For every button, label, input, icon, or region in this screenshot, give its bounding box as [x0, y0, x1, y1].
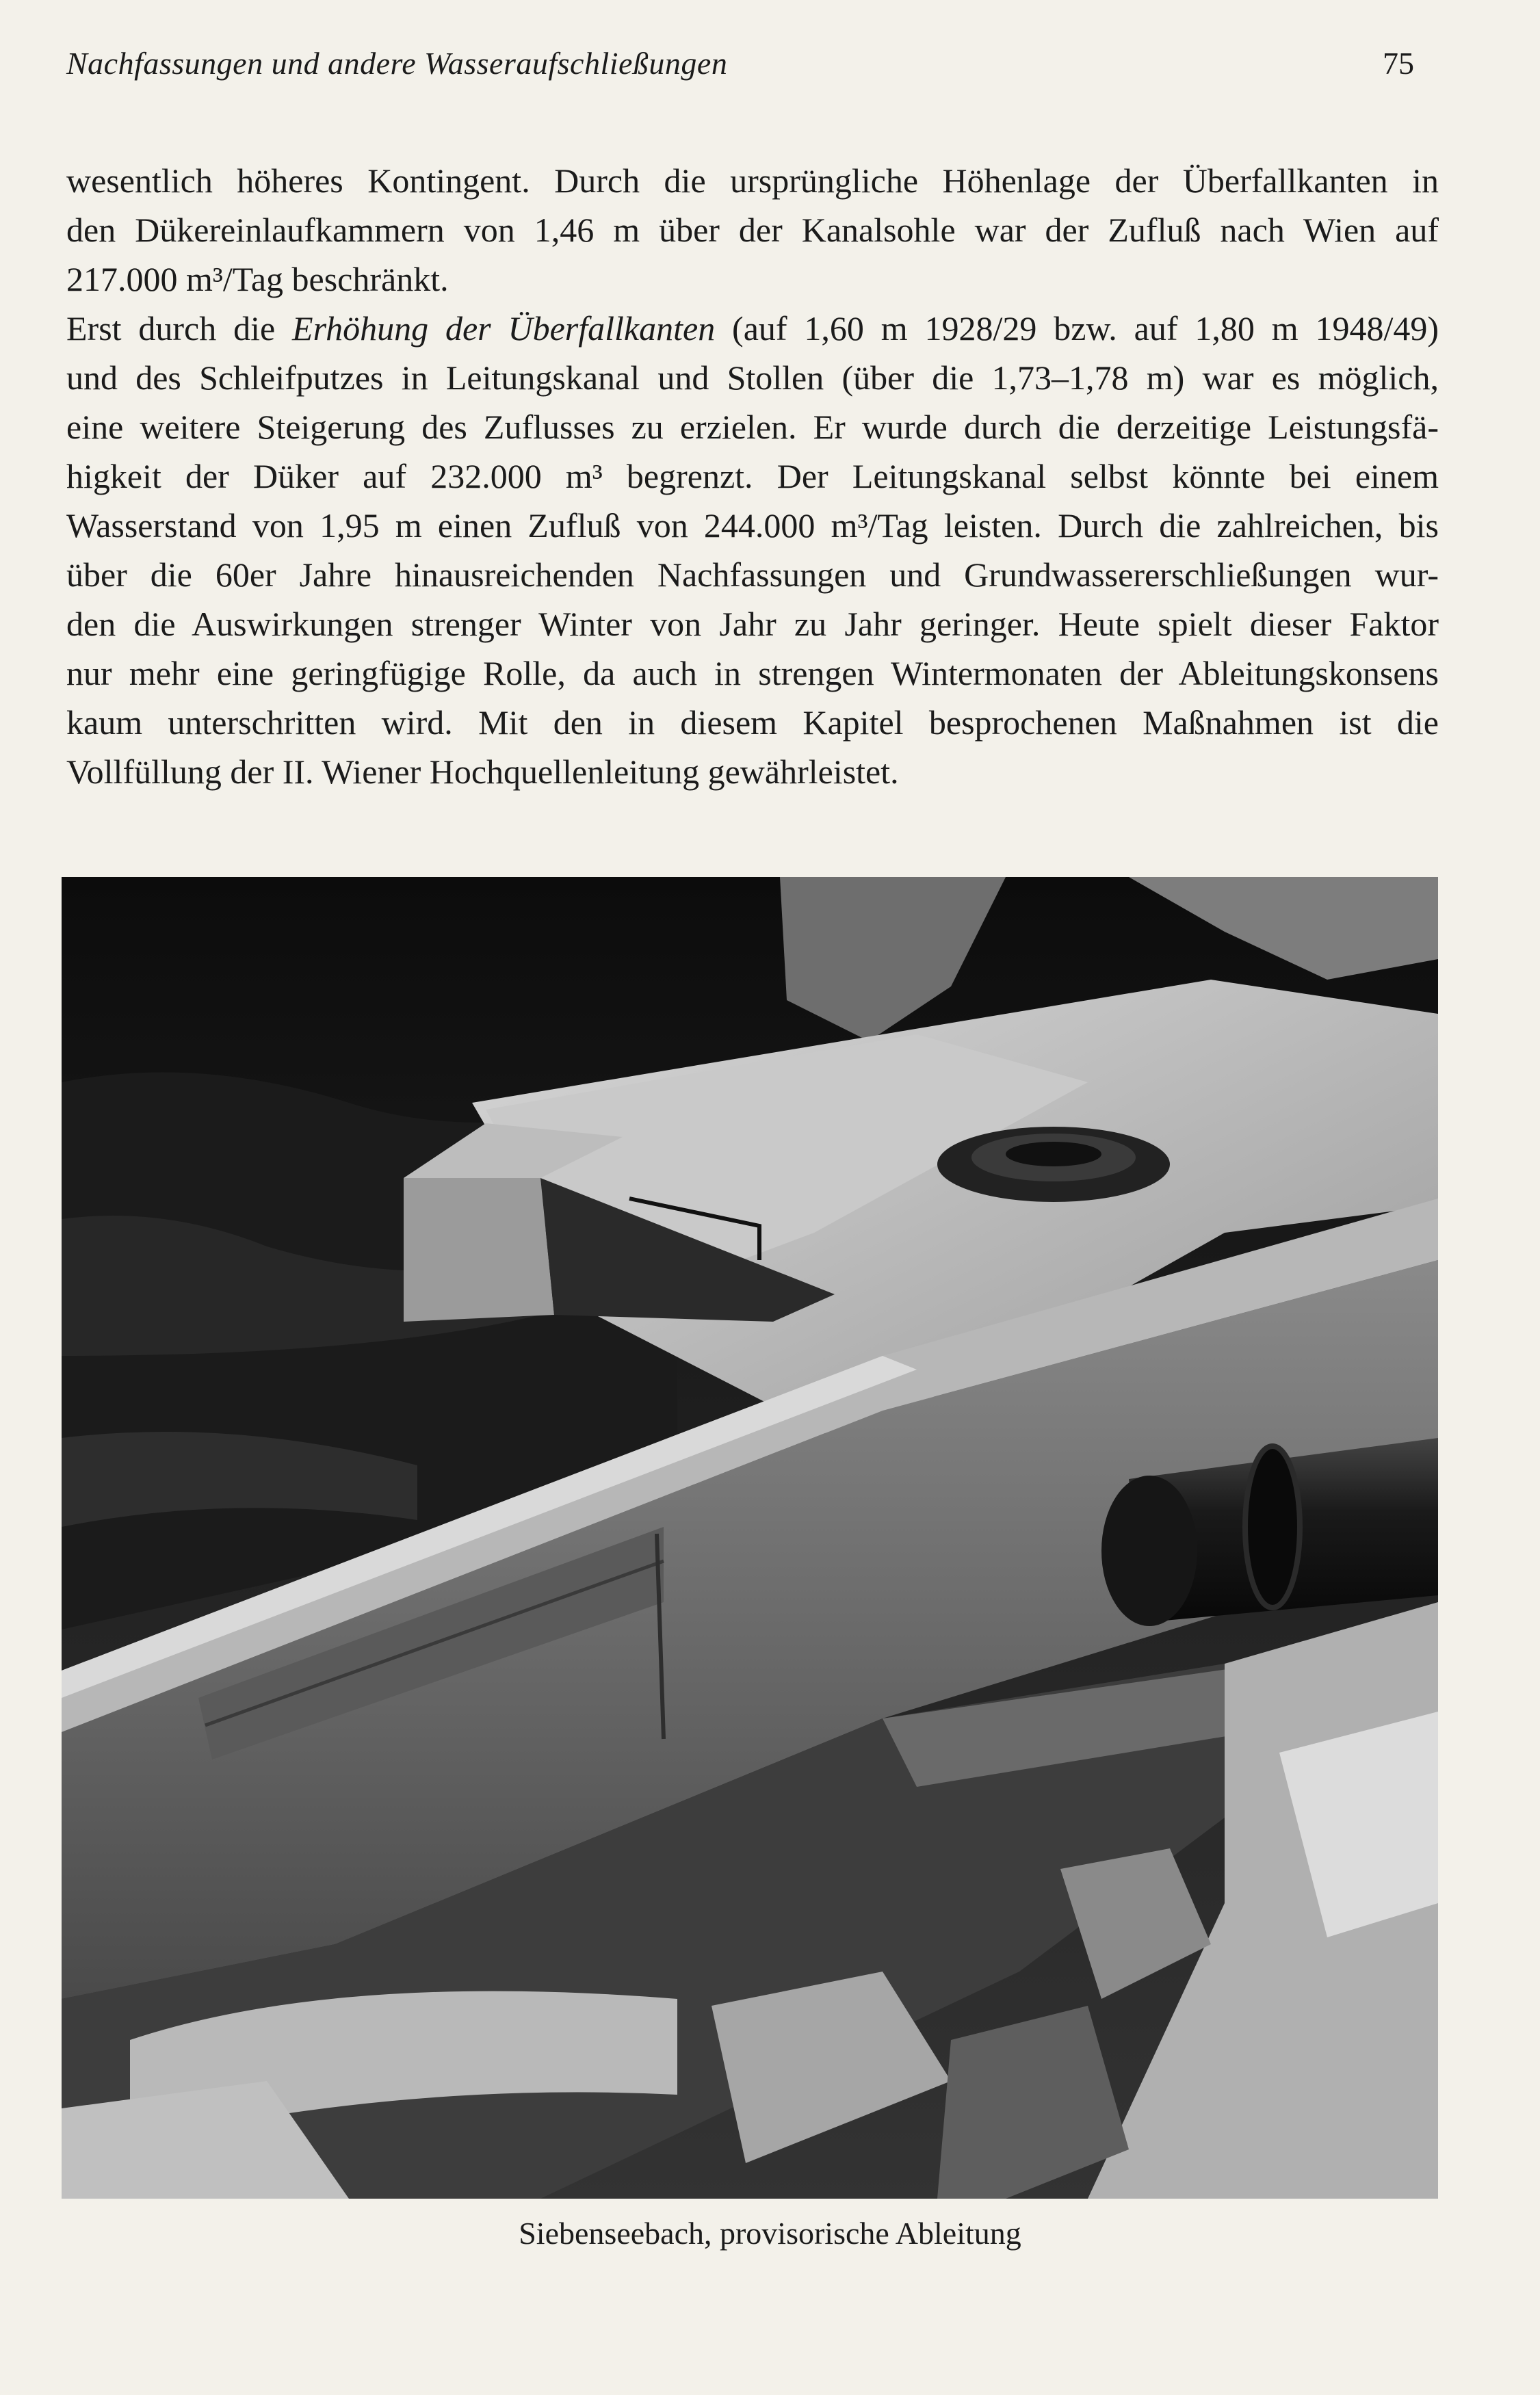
text-line: den Dükereinlaufkammern von 1,46 m über der Kanalsohle war der Zufluß nach Wien auf	[66, 211, 1439, 249]
text-line: Vollfüllung der II. Wiener Hochquellenleitung gewährleistet.	[66, 752, 899, 791]
chapter-title: Nachfassungen und andere Wasseraufschließungen	[66, 46, 728, 81]
text-run: (auf 1,60 m 1928/29 bzw. auf 1,80 m 1948/49)	[715, 309, 1439, 348]
text-line: den die Auswirkungen strenger Winter von Jahr zu Jahr geringer. Heute spielt dieser Faktor	[66, 605, 1439, 643]
emphasis-text: Erhöhung der Überfallkanten	[292, 309, 716, 348]
figure-caption: Siebenseebach, provisorische Ableitung	[519, 2216, 1021, 2251]
text-line: higkeit der Düker auf 232.000 m³ begrenzt. Der Leitungskanal selbst könnte bei einem	[66, 457, 1439, 495]
text-line: wesentlich höheres Kontingent. Durch die ursprüngliche Höhenlage der Überfallkanten in	[66, 161, 1439, 200]
text-line: kaum unterschritten wird. Mit den in diesem Kapitel besprochenen Maßnahmen ist die	[66, 703, 1439, 742]
text-line	[66, 304, 1439, 353]
text-line: über die 60er Jahre hinausreichenden Nachfassungen und Grundwassererschließungen wur-	[66, 555, 1439, 594]
page-number: 75	[1383, 46, 1414, 81]
photo-illustration	[62, 877, 1438, 2199]
paragraph-1	[66, 156, 1439, 304]
text-run: Erst durch die	[66, 309, 293, 348]
text-line: eine weitere Steigerung des Zuflusses zu erzielen. Er wurde durch die derzeitige Leistungsfä-	[66, 408, 1439, 446]
photograph	[62, 877, 1438, 2199]
paragraph-2	[66, 304, 1439, 796]
text-line: und des Schleifputzes in Leitungskanal und Stollen (über die 1,73–1,78 m) war es möglich,	[66, 358, 1439, 397]
running-header	[66, 45, 1439, 93]
text-line: Wasserstand von 1,95 m einen Zufluß von 244.000 m³/Tag leisten. Durch die zahlreichen, bis	[66, 506, 1439, 545]
text-line: nur mehr eine geringfügige Rolle, da auch in strengen Wintermonaten der Ableitungskonsens	[66, 654, 1439, 692]
body-text	[66, 156, 1439, 796]
text-line: 217.000 m³/Tag beschränkt.	[66, 260, 449, 298]
